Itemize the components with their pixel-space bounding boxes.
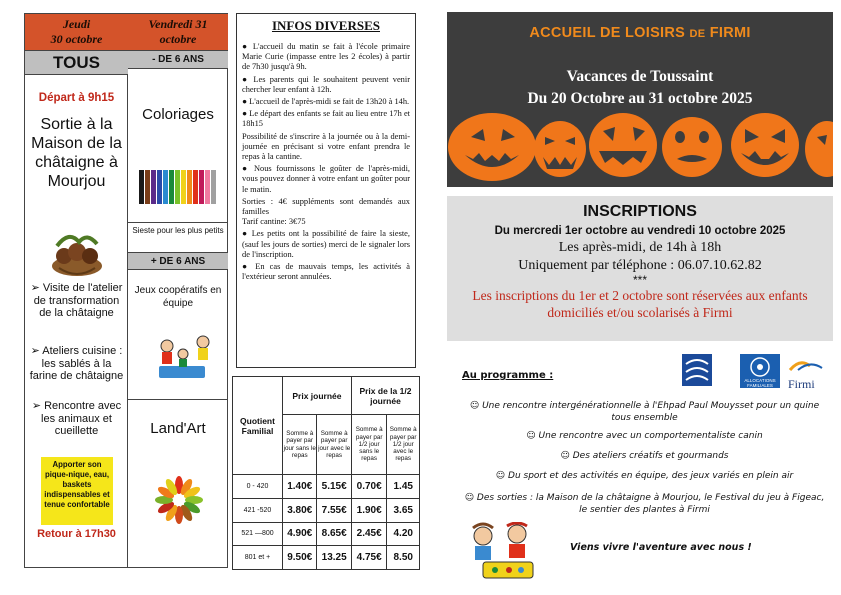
header-qf: Quotient Familial bbox=[233, 377, 283, 475]
partner-logo bbox=[682, 354, 712, 386]
price-cell: 2.45€ bbox=[351, 522, 387, 546]
info-item: ● Les petits ont la possibilité de faire la sieste, (sauf les jours de sorties) merci de le signaler lors de l'inscription. bbox=[242, 229, 410, 259]
header-friday: Vendredi 31 octobre bbox=[128, 14, 228, 51]
retour-time: Retour à 17h30 bbox=[37, 528, 116, 540]
header-demi: Prix de la 1/2 journée bbox=[351, 377, 419, 415]
price-cell: 5.15€ bbox=[317, 475, 351, 499]
pumpkins-illustration bbox=[447, 107, 833, 187]
age-minus6: - DE 6 ANS bbox=[128, 51, 228, 69]
leaf-wreath-illustration bbox=[153, 474, 205, 526]
price-cell: 7.55€ bbox=[317, 498, 351, 522]
tous-label: TOUS bbox=[25, 51, 128, 75]
table-row bbox=[233, 522, 420, 546]
inscriptions-stars: *** bbox=[632, 273, 647, 287]
hero-title-de: DE bbox=[689, 28, 706, 40]
coloriages-title: Coloriages bbox=[142, 106, 214, 123]
hero-title-main: ACCUEIL DE LOISIRS bbox=[529, 25, 686, 41]
infos-title: INFOS DIVERSES bbox=[271, 18, 380, 33]
divider bbox=[128, 399, 228, 400]
qf-cell: 521 —800 bbox=[233, 522, 283, 546]
table-row bbox=[233, 475, 420, 499]
inscriptions-dates: Du mercredi 1er octobre au vendredi 10 octobre 2025 bbox=[494, 225, 786, 237]
program-grid bbox=[24, 13, 228, 568]
price-cell: 1.40€ bbox=[283, 475, 317, 499]
inscriptions-notice: Les inscriptions du 1er et 2 octobre sont réservées aux enfants domiciliés et/ou scolarisés à Firmi bbox=[472, 288, 808, 320]
caf-logo bbox=[740, 354, 780, 388]
apporter-note: Apporter son pique-nique, eau, baskets indispensables et tenue confortable bbox=[41, 457, 113, 525]
header-thursday: Jeudi 30 octobre bbox=[25, 14, 128, 51]
infos-diverses-box bbox=[236, 13, 416, 368]
inscriptions-title: INSCRIPTIONS bbox=[583, 203, 697, 220]
jeux-title: Jeux coopératifs en équipe bbox=[134, 285, 222, 309]
info-item: ● L'accueil de l'après-midi se fait de 13h20 à 14h. bbox=[242, 97, 410, 107]
programme-item: ☺ Du sport et des activités en équipe, des jeux variés en plein air bbox=[495, 471, 794, 481]
pencils-illustration bbox=[137, 164, 219, 206]
info-item: Possibilité de s'inscrire à la journée ou à la demi-journée en précisant si votre enfant prendra le repas à la cantine. bbox=[242, 131, 410, 162]
programme-item: ☺ Une rencontre avec un comportementaliste canin bbox=[526, 431, 763, 441]
children-playing-illustration bbox=[153, 332, 221, 384]
programme-item: ☺ Des sorties : la Maison de la châtaigne à Mourjou, le Festival du jeu à Figeac, le sentier des plantes à Firmi bbox=[464, 493, 825, 515]
sub-header: Somme à payer par 1/2 jour sans le repas bbox=[351, 415, 387, 475]
programme-item: ☺ Des ateliers créatifs et gourmands bbox=[560, 451, 729, 461]
price-cell: 4.20 bbox=[387, 522, 420, 546]
info-item: ● L'accueil du matin se fait à l'école primaire Marie Curie (impasse entre les 2 écoles) à partir de 7h30 jusqu'à 9h. bbox=[242, 42, 410, 72]
info-item: Tarif cantine: 3€75 bbox=[242, 217, 306, 227]
divider bbox=[128, 222, 228, 223]
info-item: Sorties : 4€ suppléments sont demandés aux familles bbox=[242, 196, 410, 217]
price-cell: 3.65 bbox=[387, 498, 420, 522]
sub-header: Somme à payer par jour avec le repas bbox=[317, 415, 351, 475]
firmi-logo-text: Firmi bbox=[788, 377, 815, 391]
activity-animals: ➢ Rencontre avec les animaux et cueillette bbox=[31, 400, 122, 437]
qf-cell: 421 -520 bbox=[233, 498, 283, 522]
activity-cooking: ➢ Ateliers cuisine : les sablés à la farine de châtaigne bbox=[29, 345, 124, 382]
firmi-logo bbox=[788, 356, 832, 391]
tariff-table bbox=[232, 376, 420, 570]
price-cell: 4.90€ bbox=[283, 522, 317, 546]
closing-line: Viens vivre l'aventure avec nous ! bbox=[570, 542, 752, 553]
partner-logo-icon bbox=[682, 354, 712, 386]
price-cell: 1.45 bbox=[387, 475, 420, 499]
hero-subtitle bbox=[447, 66, 833, 110]
inscriptions-hours: Les après-midi, de 14h à 18h bbox=[558, 240, 722, 255]
age-plus6: + DE 6 ANS bbox=[128, 252, 228, 270]
price-cell: 3.80€ bbox=[283, 498, 317, 522]
table-row bbox=[233, 498, 420, 522]
price-cell: 0.70€ bbox=[351, 475, 387, 499]
info-item: ● En cas de mauvais temps, les activités à l'extérieur seront annulées. bbox=[242, 262, 410, 282]
sortie-title: Sortie à la Maison de la châtaigne à Mourjou bbox=[31, 116, 122, 190]
firmi-logo-icon bbox=[788, 356, 832, 372]
landart-title: Land'Art bbox=[150, 420, 206, 437]
info-item: ● Nous fournissons le goûter de l'après-midi, vous pouvez donner à votre enfant un goûter pour le matin. bbox=[242, 164, 410, 194]
inscriptions-phone: Uniquement par téléphone : 06.07.10.62.82 bbox=[518, 258, 762, 273]
table-row bbox=[233, 546, 420, 570]
caf-logo-icon bbox=[750, 357, 770, 377]
programme-title: Au programme : bbox=[462, 370, 554, 381]
qf-cell: 0 - 420 bbox=[233, 475, 283, 499]
sieste-note: Sieste pour les plus petits bbox=[132, 226, 224, 235]
header-journee: Prix journée bbox=[283, 377, 352, 415]
caf-logo-text: ALLOCATIONS FAMILIALES bbox=[744, 378, 776, 388]
price-cell: 13.25 bbox=[317, 546, 351, 570]
sub-header: Somme à payer par jour sans le repas bbox=[283, 415, 317, 475]
price-cell: 8.50 bbox=[387, 546, 420, 570]
hero-title-firmi: FIRMI bbox=[709, 25, 751, 41]
price-cell: 8.65€ bbox=[317, 522, 351, 546]
depart-time: Départ à 9h15 bbox=[38, 92, 115, 104]
info-item: ● Les parents qui le souhaitent peuvent venir chercher leur enfant à 12h. bbox=[242, 74, 410, 94]
info-item: ● Le départ des enfants se fait au lieu entre 17h et 18h15 bbox=[242, 109, 410, 129]
price-cell: 1.90€ bbox=[351, 498, 387, 522]
inscriptions-box bbox=[447, 196, 833, 341]
hero-line2: Du 20 Octobre au 31 octobre 2025 bbox=[527, 90, 753, 107]
children-drawing-illustration bbox=[465, 522, 545, 584]
hero-line1: Vacances de Toussaint bbox=[566, 68, 714, 85]
hero-title bbox=[447, 25, 833, 41]
price-cell: 4.75€ bbox=[351, 546, 387, 570]
price-cell: 9.50€ bbox=[283, 546, 317, 570]
programme-item: ☺ Une rencontre intergénérationnelle à l'Ehpad Paul Mouysset pour un quine tous ensemble bbox=[469, 401, 820, 423]
hero-banner bbox=[447, 12, 833, 187]
qf-cell: 801 et + bbox=[233, 546, 283, 570]
chestnut-basket-illustration bbox=[49, 228, 105, 278]
sub-header: Somme à payer par 1/2 jour avec le repas bbox=[387, 415, 420, 475]
activity-visit: ➢ Visite de l'atelier de transformation de la châtaigne bbox=[30, 282, 123, 319]
